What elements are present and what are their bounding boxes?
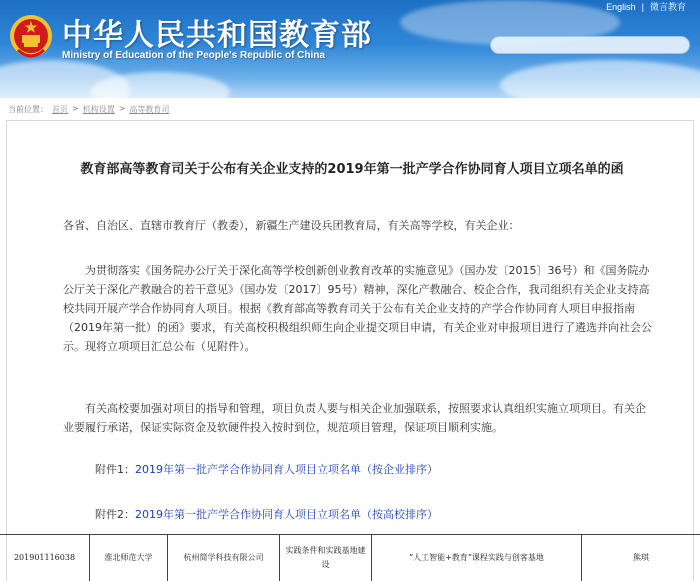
paragraph-2: 有关高校要加强对项目的指导和管理，项目负责人要与相关企业加强联系，按照要求认真组织实施立项项目。有关企业要履行承诺，保证实际资金及软硬件投入按时到位，规范项目管理，保证项目顺利实施。 xyxy=(63,402,646,434)
cell-university: 淮北师范大学 xyxy=(90,535,168,581)
paragraph-1: 为贯彻落实《国务院办公厅关于深化高等学校创新创业教育改革的实施意见》（国办发〔2015〕36号）和《国务院办公厅关于深化产教融合的若干意见》（国办发〔2017〕95号）精神，深化产教融合、校企合作，我司组织有关企业支持高校共同开展产学合作协同育人项目。根据《教育部高等教育司关于公布有关企业支持的产学合作协同育人项目申报指南（2019年第一批）的函》要求，有关高校积极组织师生向企业提交项目申请，有关企业对申报项目进行了遴选并向社会公示。现将立项项目汇总公布（见附件）。 xyxy=(63,264,652,353)
article-content xyxy=(6,120,694,581)
attachment-1 xyxy=(95,461,438,477)
english-link[interactable]: English xyxy=(606,1,636,12)
cloud-decoration xyxy=(500,60,700,98)
national-emblem-icon xyxy=(8,12,54,62)
attachment-1-prefix: 附件1： xyxy=(95,463,135,476)
breadcrumb-organization[interactable]: 机构设置 xyxy=(82,105,115,114)
breadcrumb-home[interactable]: 首页 xyxy=(52,105,68,114)
table-row xyxy=(0,534,700,581)
site-subtitle: Ministry of Education of the People's Republic of China xyxy=(62,50,325,61)
top-links xyxy=(606,0,686,13)
site-header xyxy=(0,0,700,98)
breadcrumb-higher-education[interactable]: 高等教育司 xyxy=(129,105,170,114)
cell-project-name: “人工智能+教育”课程实践与创客基地 xyxy=(372,535,582,581)
breadcrumb-separator: > xyxy=(72,104,79,113)
cell-company: 杭州简学科技有限公司 xyxy=(168,535,280,581)
cell-leader: 熊琪 xyxy=(633,553,649,562)
cell-project-id: 201901116038 xyxy=(0,535,90,581)
document-title: 教育部高等教育司关于公布有关企业支持的2019年第一批产学合作协同育人项目立项名单的函 xyxy=(80,162,624,177)
weibo-link[interactable]: 微言教育 xyxy=(649,2,686,12)
salutation: 各省、自治区、直辖市教育厅（教委），新疆生产建设兵团教育局，有关高等学校，有关企业： xyxy=(63,219,520,232)
attachment-2-prefix: 附件2： xyxy=(95,508,135,521)
breadcrumb-prefix: 当前位置： xyxy=(8,105,48,114)
cell-category: 实践条件和实践基地建设 xyxy=(280,535,372,581)
attachment-2-link[interactable]: 2019年第一批产学合作协同育人项目立项名单（按高校排序） xyxy=(135,508,438,521)
breadcrumb-separator: > xyxy=(118,104,126,113)
attachment-2 xyxy=(95,506,438,522)
link-separator: | xyxy=(641,1,644,12)
search-input[interactable] xyxy=(490,36,690,54)
site-title: 中华人民共和国教育部 xyxy=(62,18,372,53)
attachment-1-link[interactable]: 2019年第一批产学合作协同育人项目立项名单（按企业排序） xyxy=(135,463,438,476)
breadcrumb xyxy=(8,104,169,115)
